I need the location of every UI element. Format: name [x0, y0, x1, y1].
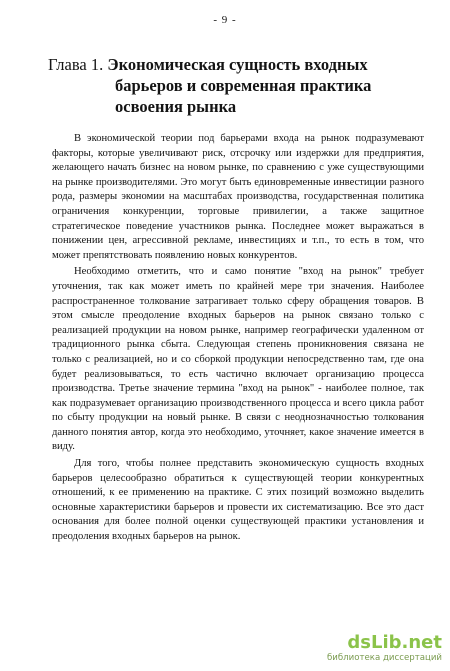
paragraph: Необходимо отметить, что и само понятие "вход на рынок" требует уточнения, так как может иметь по крайней мере три значения. Наиболее распространенное толкование затрагивает только сферу обращения товаров. В этом смысле преодоление входных барьеров на рынок связано только с реализацией продукции на новом рынке, например географически удаленном от традиционного рынка сбыта. Следующая степень проникновения связана не только с реализацией, но и со сборкой продукции непосредственно там, где она будет реализовываться, то есть частично включает организацию процесса производства. Третье значение термина "вход на рынок" - наиболее полное, так как подразумевает организацию производственного процесса и всего цикла работ по сбыту продукции на новый рынке. В связи с неоднозначностью толкования данного понятия автор, когда это необходимо, уточняет, какое значение имеется в виду. — [52, 266, 424, 453]
chapter-title-rest: барьеров и современная практика освоения рынка — [115, 76, 372, 116]
page-number: - 9 - — [213, 14, 237, 26]
dslib-logo: dsLib.net — [347, 632, 442, 653]
body-text — [52, 132, 424, 547]
paragraph: В экономической теории под барьерами входа на рынок подразумевают факторы, которые увеличивают риск, отсрочку или издержки для предприятия, желающего начать бизнес на новом рынке, по сравнению с уже существующими на рынке производителями. Это могут быть единовременные инвестиции разного рода, размеры экономии на масштабах производства, государственная политика ограничения конкуренции, торговые привилегии, а также защитное стратегическое поведение участников рынка. Последнее может выражаться в понижении цен, агрессивной рекламе, инвестициях и т.п., то есть в том, что может препятствовать появлению новых конкурентов. — [52, 133, 424, 261]
chapter-title-line1: Экономическая сущность входных — [107, 55, 368, 74]
dslib-watermark — [324, 633, 442, 667]
chapter-prefix: Глава 1. — [48, 55, 104, 74]
paragraph: Для того, чтобы полнее представить экономическую сущность входных барьеров целесообразно обратиться к существующей теории конкурентных отношений, к ее применению на практике. С этих позиций возможно выделить основные характеристики барьеров и провести их систематизацию. Все это даст основания для более полной оценки существующей практики установления и преодоления входных барьеров на рынок. — [52, 458, 424, 543]
chapter-heading — [48, 54, 428, 117]
dslib-tagline: библиотека диссертаций — [326, 653, 442, 663]
